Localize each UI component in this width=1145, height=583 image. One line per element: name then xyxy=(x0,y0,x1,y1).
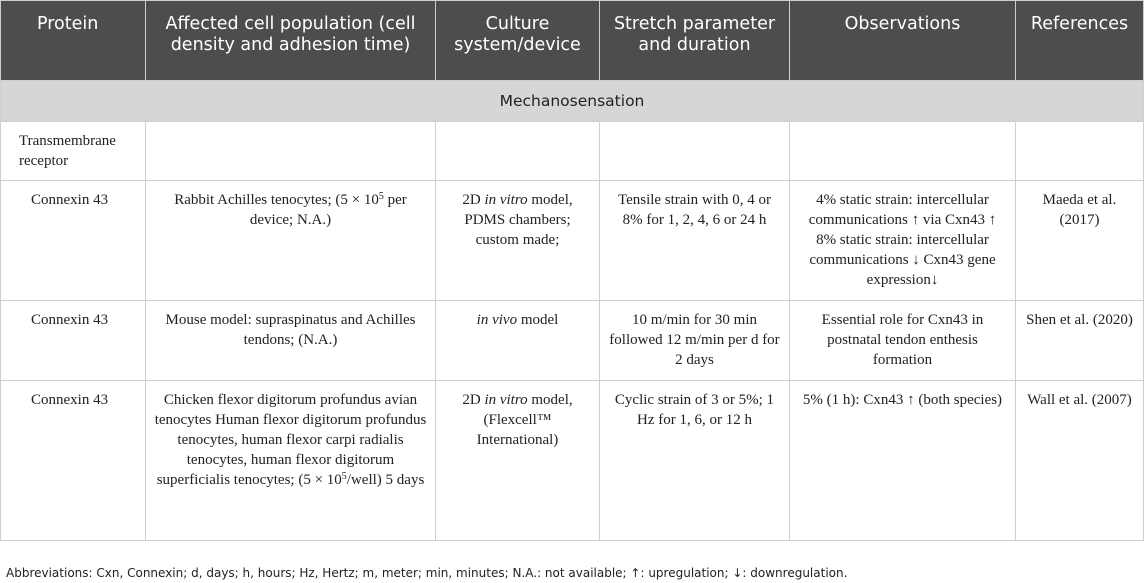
cell-stretch: 10 m/min for 30 min followed 12 m/min per d for 2 days xyxy=(600,301,790,381)
header-row xyxy=(1,1,1144,81)
italic-text: in vitro xyxy=(484,192,528,208)
table-row xyxy=(1,181,1144,301)
cell-text: per device; N.A.) xyxy=(249,192,407,228)
cell-protein: Transmembrane receptor xyxy=(1,122,146,181)
cell-stretch xyxy=(600,122,790,181)
cell-references: Shen et al. (2020) xyxy=(1016,301,1144,381)
header-stretch-parameter: Stretch parameter and duration xyxy=(600,1,790,81)
table-row xyxy=(1,381,1144,541)
header-protein: Protein xyxy=(1,1,146,81)
cell-text: Rabbit Achilles tenocytes; (5 × 10 xyxy=(174,192,379,208)
cell-population: Mouse model: supraspinatus and Achilles tendons; (N.A.) xyxy=(146,301,436,381)
cell-population xyxy=(146,181,436,301)
table-row xyxy=(1,301,1144,381)
cell-population xyxy=(146,381,436,541)
header-culture-system: Culture system/device xyxy=(436,1,600,81)
table-footnote: Abbreviations: Cxn, Connexin; d, days; h, hours; Hz, Hertz; m, meter; min, minutes; N.A.: not available; ↑: upregulation; ↓: downregulation. xyxy=(6,566,848,580)
header-observations: Observations xyxy=(790,1,1016,81)
cell-stretch: Tensile strain with 0, 4 or 8% for 1, 2, 4, 6 or 24 h xyxy=(600,181,790,301)
italic-text: in vitro xyxy=(484,392,528,408)
section-row xyxy=(1,81,1144,122)
cell-protein: Connexin 43 xyxy=(1,301,146,381)
cell-culture xyxy=(436,122,600,181)
cell-stretch: Cyclic strain of 3 or 5%; 1 Hz for 1, 6, or 12 h xyxy=(600,381,790,541)
cell-protein: Connexin 43 xyxy=(1,181,146,301)
section-label: Mechanosensation xyxy=(1,81,1144,122)
header-references: References xyxy=(1016,1,1144,81)
cell-observations xyxy=(790,122,1016,181)
cell-population xyxy=(146,122,436,181)
cell-protein: Connexin 43 xyxy=(1,381,146,541)
cell-culture xyxy=(436,381,600,541)
cell-text: model xyxy=(517,312,559,328)
cell-text: model, PDMS chambers; custom made; xyxy=(464,192,573,248)
cell-text: Chicken flexor digitorum profundus avian tenocytes Human flexor digitorum profundus tenocytes, human flexor carpi radialis tenocytes, human flexor digitorum superficialis tenocytes; (5 × 10 xyxy=(154,392,427,488)
cell-text: /well) 5 days xyxy=(346,472,425,488)
cell-references: Wall et al. (2007) xyxy=(1016,381,1144,541)
cell-references: Maeda et al. (2017) xyxy=(1016,181,1144,301)
cell-observations: 4% static strain: intercellular communications ↑ via Cxn43 ↑ 8% static strain: intercellular communications ↓ Cxn43 gene expression↓ xyxy=(790,181,1016,301)
superscript: 5 xyxy=(341,471,347,482)
cell-text: 2D xyxy=(462,192,485,208)
italic-text: in vivo xyxy=(476,312,518,328)
cell-references xyxy=(1016,122,1144,181)
cell-text: model, (Flexcell™ International) xyxy=(476,392,573,448)
cell-observations: 5% (1 h): Cxn43 ↑ (both species) xyxy=(790,381,1016,541)
cell-text: 2D xyxy=(462,392,485,408)
cell-observations: Essential role for Cxn43 in postnatal tendon enthesis formation xyxy=(790,301,1016,381)
superscript: 5 xyxy=(378,191,384,202)
table-row xyxy=(1,122,1144,181)
cell-culture xyxy=(436,181,600,301)
cell-culture xyxy=(436,301,600,381)
header-cell-population: Affected cell population (cell density and adhesion time) xyxy=(146,1,436,81)
